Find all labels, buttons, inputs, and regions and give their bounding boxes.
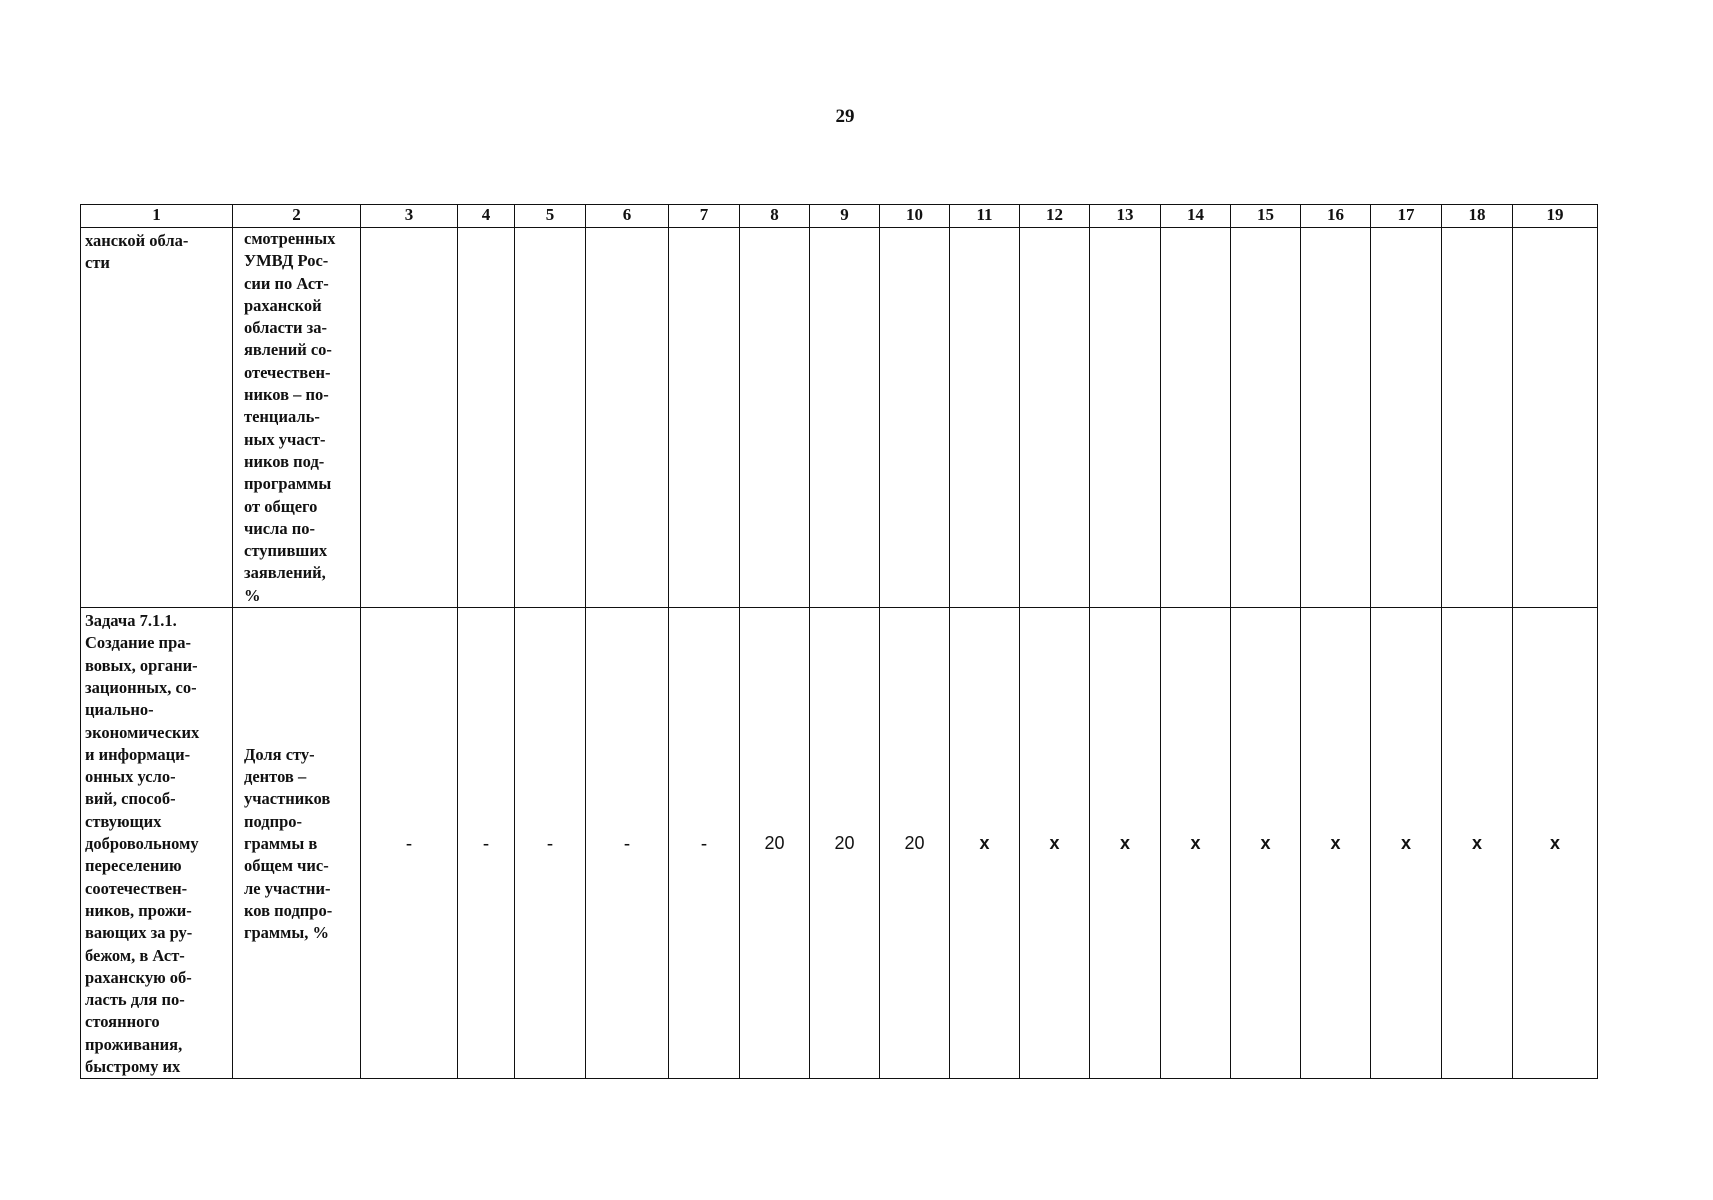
- column-header: 17: [1371, 205, 1442, 228]
- table-row: [81, 608, 1598, 1079]
- value-cell: x: [1020, 608, 1090, 1079]
- column-header: 14: [1161, 205, 1231, 228]
- value-cell: -: [458, 608, 515, 1079]
- value-cell: x: [1090, 608, 1161, 1079]
- page-number: 29: [835, 106, 855, 127]
- value-cell: x: [1301, 608, 1371, 1079]
- value-cell: -: [515, 608, 586, 1079]
- column-header: 7: [669, 205, 740, 228]
- column-header: 18: [1442, 205, 1513, 228]
- value-cell: x: [1161, 608, 1231, 1079]
- column-header: 16: [1301, 205, 1371, 228]
- value-cell: x: [1371, 608, 1442, 1079]
- column-header: 15: [1231, 205, 1301, 228]
- column-header: 19: [1513, 205, 1598, 228]
- column-header: 3: [361, 205, 458, 228]
- column-header: 2: [233, 205, 361, 228]
- table-cell: [880, 228, 950, 608]
- value-cell: x: [1513, 608, 1598, 1079]
- column-header: 9: [810, 205, 880, 228]
- table-cell: [669, 228, 740, 608]
- value-cell: x: [1231, 608, 1301, 1079]
- value-cell: 20: [740, 608, 810, 1079]
- table-cell: [950, 228, 1020, 608]
- table-cell: [1020, 228, 1090, 608]
- value-cell: -: [586, 608, 669, 1079]
- table-cell: [810, 228, 880, 608]
- column-header: 6: [586, 205, 669, 228]
- table-cell: [1513, 228, 1598, 608]
- table-cell: [1301, 228, 1371, 608]
- table-row: [81, 228, 1598, 608]
- indicator-text: смотренных УМВД Рос- сии по Аст- раханской области за- явлений со- отечествен- ников – по- тенциаль- ных участ- ников под- программы от общего числа по- ступивших заявлений, %: [244, 229, 336, 605]
- value-cell: 20: [880, 608, 950, 1079]
- value-cell: x: [950, 608, 1020, 1079]
- table-cell: [458, 228, 515, 608]
- indicator-text: Доля сту- дентов – участников подпро- граммы в общем чис- ле участни- ков подпро- граммы, %: [244, 744, 333, 943]
- column-header: 4: [458, 205, 515, 228]
- column-header: 11: [950, 205, 1020, 228]
- column-header: 13: [1090, 205, 1161, 228]
- value-cell: -: [669, 608, 740, 1079]
- table-cell: [81, 228, 233, 608]
- task-text: Задача 7.1.1. Создание пра- вовых, органи- зационных, со- циально- экономических и информаци- онных усло- вий, способ- ствующих добровольному переселению соотечествен- ников, прожи- вающих за ру- бежом, в Аст- раханскую об- ласть для по- стоянного проживания, быстрому их: [85, 611, 200, 1076]
- table-cell: [1442, 228, 1513, 608]
- table-cell: [233, 608, 361, 1079]
- column-header: 1: [81, 205, 233, 228]
- column-header: 10: [880, 205, 950, 228]
- column-header: 12: [1020, 205, 1090, 228]
- table-cell: [515, 228, 586, 608]
- value-cell: -: [361, 608, 458, 1079]
- table-cell: [81, 608, 233, 1079]
- table-cell: [1231, 228, 1301, 608]
- region-text: ханской обла- сти: [85, 231, 189, 273]
- table-cell: [233, 228, 361, 608]
- table-cell: [586, 228, 669, 608]
- table-cell: [1090, 228, 1161, 608]
- table-cell: [740, 228, 810, 608]
- indicators-table: [80, 204, 1598, 1079]
- value-cell: x: [1442, 608, 1513, 1079]
- table-cell: [361, 228, 458, 608]
- table-cell: [1371, 228, 1442, 608]
- column-header: 5: [515, 205, 586, 228]
- column-header: 8: [740, 205, 810, 228]
- header-row: [81, 205, 1598, 228]
- value-cell: 20: [810, 608, 880, 1079]
- table-cell: [1161, 228, 1231, 608]
